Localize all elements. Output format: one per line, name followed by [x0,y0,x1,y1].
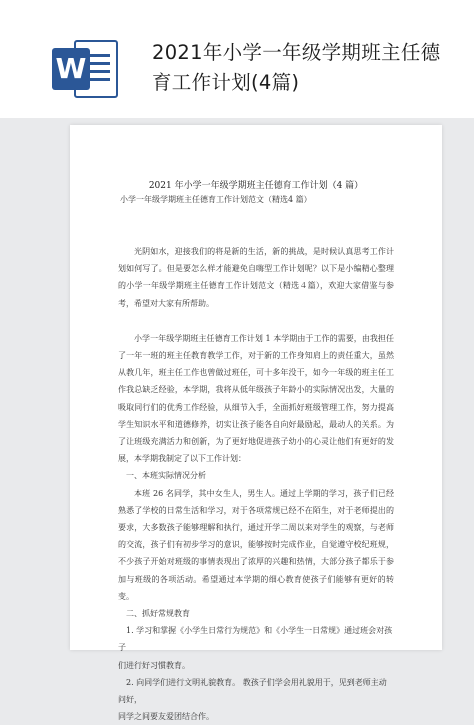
analysis-paragraph: 本班 26 名同学，其中女生人，男生人。通过上学期的学习，孩子们已经熟悉了学校的日常生活和学习，对于各项常规已经不在陌生，对于老师提出的要求，大多数孩子能够理解和执行，通过开学二周以来对学生的观察，与老师的交流，孩子们有初步学习的意识，能够按时完成作业，自觉遵守校纪班规，不少孩子开始对班级的事情表现出了浓厚的兴趣和热情，大部分孩子都乐于参加与班级的各项活动。希望通过本学期的细心教育使孩子们能够有更好的转变。 [118,488,394,601]
plan-intro-paragraph: 小学一年级学期班主任德育工作计划 1 本学期由于工作的需要，由我担任了一年一班的班主任教育教学工作，对于新的工作身知肩上的责任重大，虽然从教几年，班主任工作也曾做过班任，可十多年没干，如今一年级的班主任工作我总缺乏经验，本学期，我将从低年级孩子年龄小的实际情况出发，大量的吸取同行们的优秀工作经验，从细节入手，全面抓好班级管理工作，努力提高学生知识水平和道德修养，切实让孩子能各自向好最励起，最动人的关系。为了让班级充满活力和创新，为了更好地促进孩子幼小的心灵让他们有更好的发展，本学期我制定了以下工作计划： [118,333,394,464]
page-content [118,179,394,725]
word-doc-icon [52,40,118,98]
document-header [0,0,474,118]
intro-paragraph: 光阴如水，迎接我们的将是新的生活，新的挑战，是时候认真思考工作计划如何写了。但是要怎么样才能避免自嗨型工作计划呢？以下是小编精心整理的小学一年级学期班主任德育工作计划范文（精选４篇），欢迎大家借鉴与参考，希望对大家有所帮助。 [118,247,394,308]
document-preview-page [70,125,442,722]
section-heading-routine: 二、抓好常规教育 [126,609,190,619]
section-heading-analysis: 一、本班实际情况分析 [126,471,206,481]
list-item-1: 1. 学习和掌握《小学生日常行为规范》和《小学生一日常规》通过班会对孩子 [118,626,393,653]
list-item-1-continued: 们进行好习惯教育。 [118,660,190,670]
page-title: 2021 年小学一年级学期班主任德育工作计划（4 篇） [148,181,364,191]
list-item-2: 2. 向同学们进行文明礼貌教育。 教孩子们学会用礼貌用于，见到老师主动问好， [118,677,387,705]
document-title: 2021年小学一年级学期班主任德育工作计划(4篇) [152,41,441,94]
list-item-2-continued: 同学之间要友爱团结合作。 [118,712,214,722]
page-subtitle: 小学一年级学期班主任德育工作计划范文（精选4 篇） [120,195,312,204]
word-doc-lines [88,54,110,84]
word-letter-badge: W [52,48,90,90]
